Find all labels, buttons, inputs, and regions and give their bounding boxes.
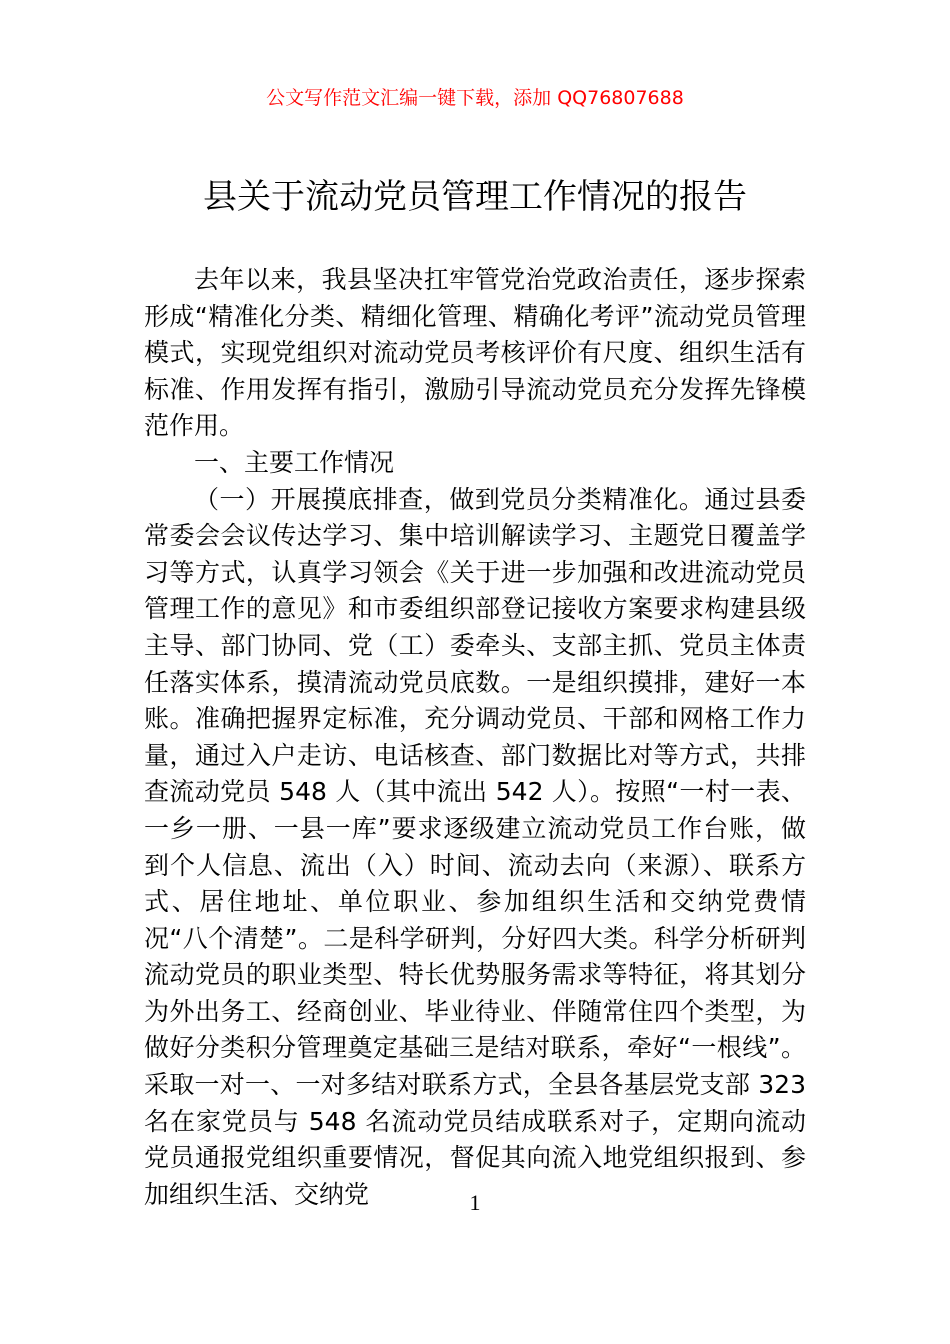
page-number: 1 <box>469 1190 481 1215</box>
document-body <box>144 262 806 1213</box>
body-paragraph: （一）开展摸底排查，做到党员分类精准化。通过县委常委会会议传达学习、集中培训解读学习、主题党日覆盖学习等方式，认真学习领会《关于进一步加强和改进流动党员管理工作的意见》和市委组织部登记接收方案要求构建县级主导、部门协同、党（工）委牵头、支部主抓、党员主体责任落实体系，摸清流动党员底数。一是组织摸排，建好一本账。准确把握界定标准，充分调动党员、干部和网格工作力量，通过入户走访、电话核查、部门数据比对等方式，共排查流动党员 548 人（其中流出 542 人）。按照“一村一表、一乡一册、一县一库”要求逐级建立流动党员工作台账，做到个人信息、流出（入）时间、流动去向（来源）、联系方式、居住地址、单位职业、参加组织生活和交纳党费情况“八个清楚”。二是科学研判，分好四大类。科学分析研判流动党员的职业类型、特长优势服务需求等特征，将其划分为外出务工、经商创业、毕业待业、伴随常住四个类型，为做好分类积分管理奠定基础三是结对联系，牵好“一根线”。采取一对一、一对多结对联系方式，全县各基层党支部 323 名在家党员与 548 名流动党员结成联系对子，定期向流动党员通报党组织重要情况，督促其向流入地党组织报到、参加组织生活、交纳党 <box>144 484 806 1209</box>
intro-paragraph: 去年以来，我县坚决扛牢管党治党政治责任，逐步探索形成“精准化分类、精细化管理、精确化考评”流动党员管理模式，实现党组织对流动党员考核评价有尺度、组织生活有标准、作用发挥有指引，激励引导流动党员充分发挥先锋模范作用。 <box>144 265 806 441</box>
watermark-text: 公文写作范文汇编一键下载，添加 QQ76807688 <box>266 87 684 109</box>
section-heading: 一、主要工作情况 <box>194 447 395 477</box>
document-title: 县关于流动党员管理工作情况的报告 <box>203 177 747 217</box>
